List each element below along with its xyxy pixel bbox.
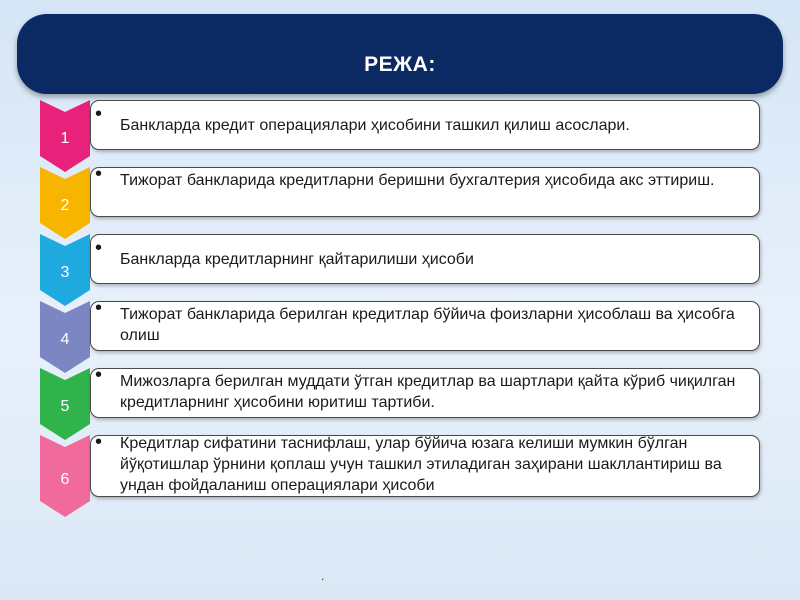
header-banner (17, 14, 783, 94)
item-box (90, 297, 760, 351)
item-box (90, 234, 760, 284)
item-text: Кредитлар сифатини таснифлаш, улар бўйича юзага келиши мумкин бўлган йўқотишлар ўрнини қоплаш учун ташкил этиладиган заҳирани шакллантириш ва ундан фойдаланиш операциялари ҳисоби (120, 435, 722, 494)
list-item (40, 234, 760, 294)
item-number: 1 (60, 130, 70, 147)
item-text: Тижорат банкларида берилган кредитлар бўйича фоизларни ҳисоблаш ва ҳисобга олиш (120, 306, 735, 344)
list-item (40, 431, 760, 519)
item-text: Тижорат банкларида кредитларни беришни бухгалтерия ҳисобида акс эттириш. (120, 172, 715, 189)
item-number: 3 (60, 264, 70, 281)
item-box (90, 100, 760, 150)
bullet-icon: • (95, 431, 103, 453)
item-number: 5 (60, 398, 70, 415)
bullet-icon: • (95, 297, 103, 319)
bullet-icon: • (95, 364, 103, 386)
item-number: 6 (60, 471, 70, 488)
bullet-icon: • (95, 163, 103, 185)
item-box (90, 163, 760, 217)
list-item (40, 297, 760, 361)
item-box (90, 431, 760, 497)
list-item (40, 100, 760, 160)
item-box (90, 364, 760, 418)
footer-mark: . (321, 569, 325, 583)
bullet-icon: • (95, 103, 103, 125)
item-text: Банкларда кредитларнинг қайтарилиши ҳисоби (120, 251, 474, 268)
item-text: Банкларда кредит операциялари ҳисобини ташкил қилиш асослари. (120, 117, 630, 134)
list-item (40, 163, 760, 227)
item-number: 4 (60, 331, 70, 348)
list-item (40, 364, 760, 428)
bullet-icon: • (95, 237, 103, 259)
page-title: РЕЖА: (364, 53, 436, 76)
item-text: Мижозларга берилган муддати ўтган кредитлар ва шартлари қайта кўриб чиқилган кредитларнинг ҳисобини юритиш тартиби. (120, 373, 736, 411)
item-number: 2 (60, 197, 70, 214)
